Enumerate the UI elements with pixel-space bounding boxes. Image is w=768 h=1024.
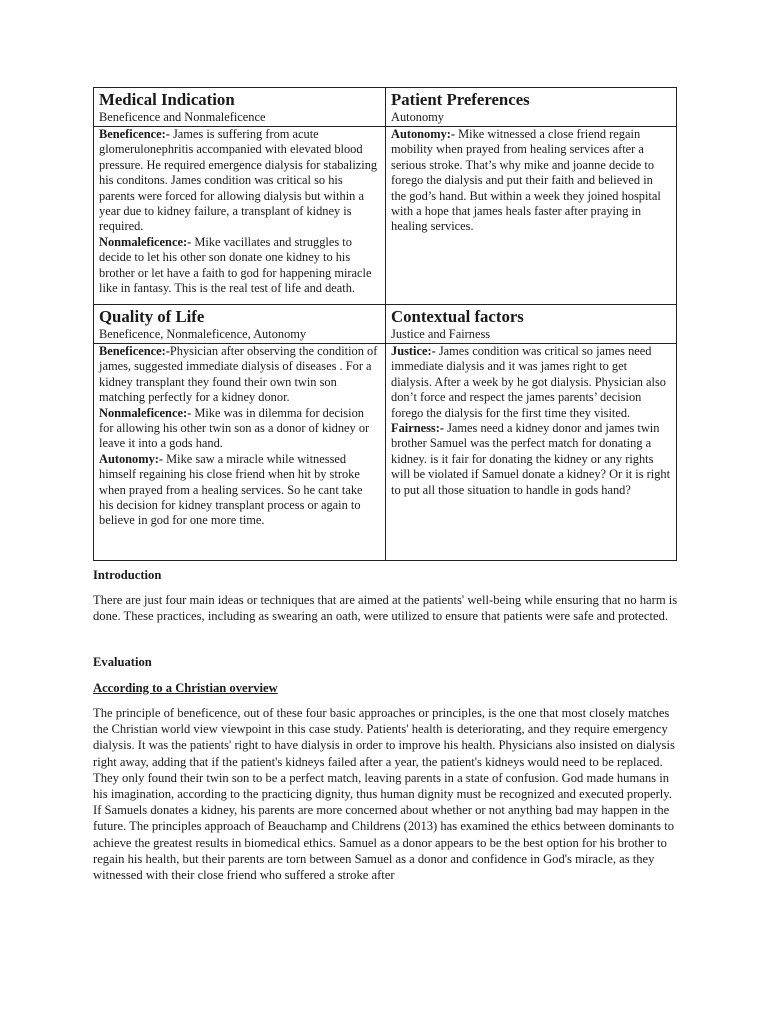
principle-label: Nonmaleficence:-	[99, 234, 192, 249]
patient-preferences-body-cell	[386, 127, 677, 305]
cell-subtitle: Beneficence and Nonmaleficence	[99, 110, 266, 124]
contextual-factors-body-cell	[386, 344, 677, 561]
quality-of-life-body-cell	[94, 344, 386, 561]
cell-subtitle: Justice and Fairness	[391, 327, 491, 341]
paragraph-text: Mike saw a miracle while witnessed himself regaining his close friend when hit by stroke when prayed from a healing services. So he cant take his decision for kidney transplant process or again to believe in god for one more time.	[99, 451, 363, 528]
introduction-paragraph: There are just four main ideas or techniques that are aimed at the patients' well-being while ensuring that no harm is done. These practices, including as swearing an oath, were utilized to ensure that patients were safe and protected.	[93, 593, 678, 624]
evaluation-heading: Evaluation	[93, 655, 152, 669]
cell-paragraph	[99, 344, 380, 406]
cell-paragraph	[99, 235, 380, 297]
paragraph-text: James need a kidney donor and james twin brother Samuel was the perfect match for donating a kidney. is it fair for donating the kidney or any rights will be violated if Samuel donate a kidney? Or it is right to put all those situation to handle in gods hand?	[391, 421, 671, 497]
paragraph-text: James condition was critical so james need immediate dialysis and it was james right to get dialysis. After a week by he got dialysis. Physician also don’t force and respect the james parents’ decision forego the dialysis for the first time they visited.	[391, 344, 666, 420]
principle-label: Beneficence:-	[99, 127, 170, 141]
paragraph-text: Mike was in dilemma for decision for allowing his other twin son as a donor of kidney or leave it into a gods hand.	[99, 405, 370, 451]
principle-label: Fairness:-	[391, 421, 444, 436]
principle-label: Justice:-	[391, 344, 436, 358]
contextual-factors-header-cell	[386, 305, 677, 344]
principle-label: Autonomy:-	[99, 451, 164, 466]
paragraph-text: Mike witnessed a close friend regain mobility when prayed from healing services after a serious stroke. That’s why mike and joanne decide to forego the dialysis and put their faith and believed in the god’s hand. But within a week they joined hospital with a hope that james heals faster after praying in healing services.	[391, 127, 661, 234]
medical-indication-header-cell	[94, 88, 386, 127]
cell-title: Quality of Life	[99, 307, 205, 326]
cell-paragraph	[99, 127, 380, 235]
principle-label: Nonmaleficence:-	[99, 405, 192, 420]
cell-subtitle: Autonomy	[391, 110, 445, 124]
cell-paragraph	[99, 406, 380, 452]
principle-label: Autonomy:-	[391, 127, 456, 141]
medical-indication-body-cell	[94, 127, 386, 305]
cell-paragraph	[391, 127, 671, 235]
paragraph-text: Physician after observing the condition of james, suggested immediate dialysis of diseases . For a kidney transplant they found their own twin son matching perfectly for a kidney donor.	[99, 344, 378, 405]
cell-title: Patient Preferences	[391, 90, 530, 109]
paragraph-text: Mike vacillates and struggles to decide to let his other son donate one kidney to his brother or let have a faith to god for happening miracle like in fantasy. This is the real test of life and death.	[99, 234, 372, 296]
cell-subtitle: Beneficence, Nonmaleficence, Autonomy	[99, 327, 307, 341]
principle-label: Beneficence:-	[99, 344, 170, 358]
cell-paragraph	[99, 452, 380, 529]
cell-paragraph	[391, 344, 671, 421]
cell-paragraph	[391, 421, 671, 498]
patient-preferences-header-cell	[386, 88, 677, 127]
cell-title: Contextual factors	[391, 307, 524, 326]
christian-overview-heading: According to a Christian overview	[93, 681, 278, 695]
cell-title: Medical Indication	[99, 90, 235, 109]
quality-of-life-header-cell	[94, 305, 386, 344]
introduction-heading: Introduction	[93, 568, 162, 582]
paragraph-text: James is suffering from acute glomerulonephritis accompanied with elevated blood pressure. He required emergence dialysis for stabalizing his conditons. James condition was critical so his parents were forced for allowing dialysis but within a year due to kidney failure, a transplant of kidney is required.	[99, 127, 378, 234]
four-box-ethics-table	[93, 87, 677, 561]
evaluation-paragraph: The principle of beneficence, out of these four basic approaches or principles, is the one that most closely matches the Christian world view viewpoint in this case study. Patients' health is deteriorating, and they require emergency dialysis. It was the patients' right to have dialysis in order to improve his health. Physicians also insisted on dialysis right away, adding that if the patient's kidneys failed after a year, the patient's kidneys would need to be replaced. They only found their twin son to be a perfect match, leaving parents in a state of confusion. God made humans in his imagination, according to the practicing dignity, thus human dignity must be recognized and executed properly. If Samuels donates a kidney, his parents are more concerned about whether or not anything bad may happen in the future. The principles approach of Beauchamp and Childrens (2013) has examined the ethics between dominants to achieve the greatest results in biomedical ethics. Samuel as a donor appears to be the best option for his brother to regain his health, but their parents are torn between Samuel as a donor and confidence in God's miracle, as they witnessed with their close friend who suffered a stroke after	[93, 706, 675, 883]
